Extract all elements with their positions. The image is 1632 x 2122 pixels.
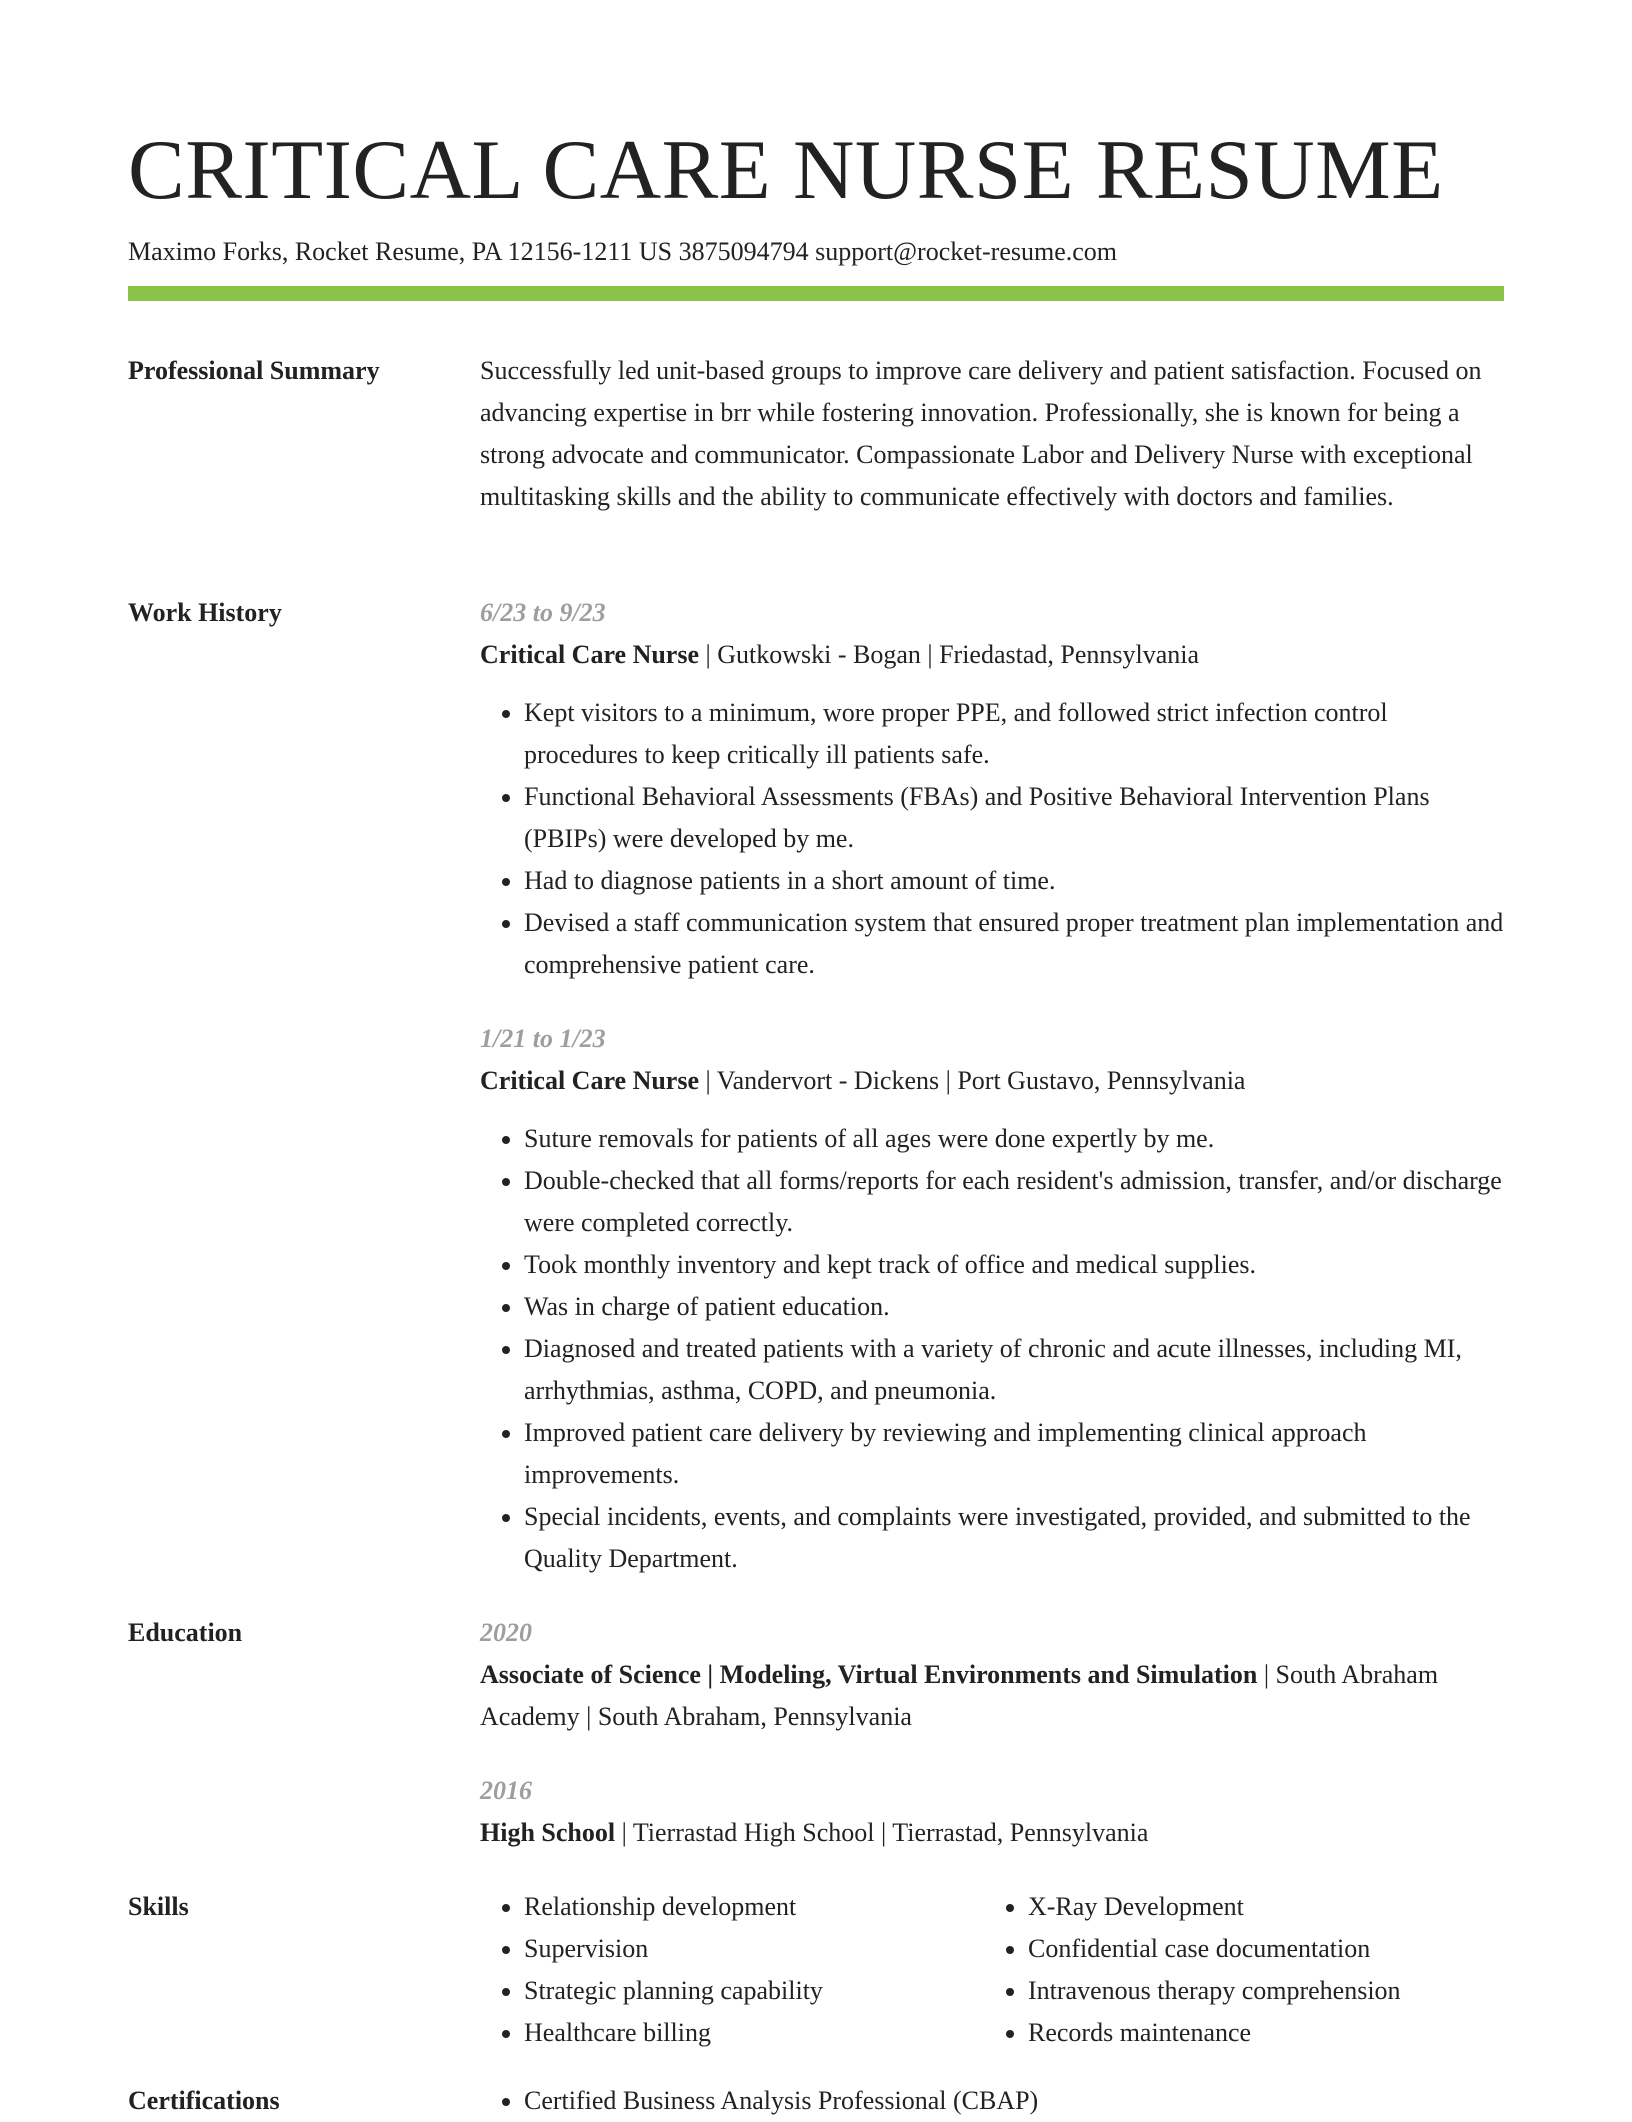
job-bullet: • Functional Behavioral Assessments (FBAs) and Positive Behavioral Intervention Plans (PBIPs) were developed by me. <box>524 776 1504 860</box>
summary-text: Successfully led unit-based groups to improve care delivery and patient satisfaction. Focused on advancing expertise in brr while fostering innovation. Professionally, she is known for being a strong advocate and communicator. Compassionate Labor and Delivery Nurse with exceptional multitasking skills and the ability to communicate effectively with doctors and families. <box>480 356 1482 511</box>
job-bullet: • Kept visitors to a minimum, wore proper PPE, and followed strict infection control procedures to keep critically ill patients safe. <box>524 692 1504 776</box>
job-bullet: • Took monthly inventory and kept track of office and medical supplies. <box>524 1244 1504 1286</box>
job-bullet: • Had to diagnose patients in a short amount of time. <box>524 860 1504 902</box>
job-bullet: • Devised a staff communication system that ensured proper treatment plan implementation and comprehensive patient care. <box>524 902 1504 986</box>
section-label-certifications: Certifications <box>128 2086 280 2115</box>
resume-title: CRITICAL CARE NURSE RESUME <box>128 123 1444 217</box>
skill-item: • Supervision <box>524 1928 1024 1970</box>
job-bullet: • Suture removals for patients of all ages were done expertly by me. <box>524 1118 1504 1160</box>
resume-header <box>128 118 1504 270</box>
skill-item: • Intravenous therapy comprehension <box>1028 1970 1528 2012</box>
skill-item: • X-Ray Development <box>1028 1886 1528 1928</box>
section-label-education: Education <box>128 1618 243 1647</box>
education-degree: Associate of Science | Modeling, Virtual Environments and Simulation <box>480 1660 1258 1689</box>
job-details: | Vandervort - Dickens | Port Gustavo, Pennsylvania <box>699 1066 1246 1095</box>
skill-item: • Records maintenance <box>1028 2012 1528 2054</box>
skill-item: • Relationship development <box>524 1886 1024 1928</box>
section-label-summary: Professional Summary <box>128 356 380 385</box>
education-details: | South Abraham Academy | South Abraham, Pennsylvania <box>480 1660 1439 1731</box>
education-entry <box>480 1770 1504 1854</box>
education-heading <box>480 1654 1504 1738</box>
job-bullet: • Diagnosed and treated patients with a variety of chronic and acute illnesses, including MI, arrhythmias, asthma, COPD, and pneumonia. <box>524 1328 1504 1412</box>
job-bullet: • Improved patient care delivery by reviewing and implementing clinical approach improvements. <box>524 1412 1504 1496</box>
job-date: 6/23 to 9/23 <box>480 598 606 627</box>
section-label-work-history: Work History <box>128 598 282 627</box>
job-details: | Gutkowski - Bogan | Friedastad, Pennsylvania <box>699 640 1200 669</box>
job-heading <box>480 1060 1504 1102</box>
education-details: | Tierrastad High School | Tierrastad, Pennsylvania <box>615 1818 1149 1847</box>
skill-item: • Confidential case documentation <box>1028 1928 1528 1970</box>
job-bullet: • Special incidents, events, and complaints were investigated, provided, and submitted to the Quality Department. <box>524 1496 1504 1580</box>
job-entry <box>480 1018 1504 1580</box>
section-label-skills: Skills <box>128 1892 189 1921</box>
job-entry <box>480 592 1504 986</box>
skill-item: • Healthcare billing <box>524 2012 1024 2054</box>
job-bullet: • Was in charge of patient education. <box>524 1286 1504 1328</box>
education-degree: High School <box>480 1818 616 1847</box>
skills-list-right <box>984 1886 1528 2054</box>
skills-list-left <box>480 1886 1024 2054</box>
accent-divider <box>128 286 1504 301</box>
contact-line: Maximo Forks, Rocket Resume, PA 12156-1211 US 3875094794 support@rocket-resume.com <box>128 237 1118 266</box>
certification-item: • Certified Business Analysis Professional (CBAP) <box>524 2080 1504 2122</box>
job-title: Critical Care Nurse <box>480 1066 700 1095</box>
job-bullets <box>480 692 1504 986</box>
job-bullet: • Double-checked that all forms/reports for each resident's admission, transfer, and/or discharge were completed correctly. <box>524 1160 1504 1244</box>
job-heading <box>480 634 1504 676</box>
education-date: 2020 <box>480 1618 532 1647</box>
job-bullets <box>480 1118 1504 1580</box>
certifications-list <box>480 2080 1504 2122</box>
education-heading <box>480 1812 1504 1854</box>
job-title: Critical Care Nurse <box>480 640 700 669</box>
education-entry <box>480 1612 1504 1738</box>
education-date: 2016 <box>480 1776 532 1805</box>
skill-item: • Strategic planning capability <box>524 1970 1024 2012</box>
job-date: 1/21 to 1/23 <box>480 1024 606 1053</box>
